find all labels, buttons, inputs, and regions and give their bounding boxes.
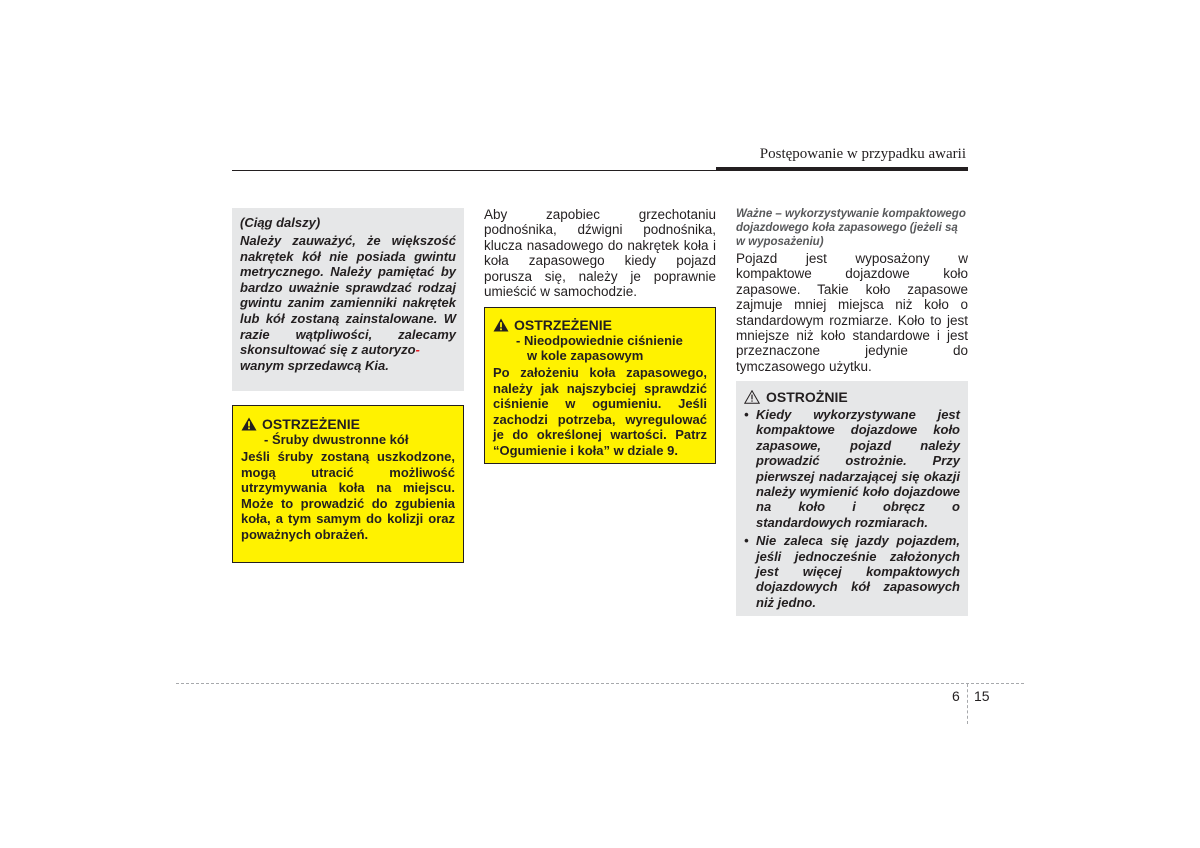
caution-box: [736, 381, 968, 616]
warning-triangle-icon: [241, 417, 257, 431]
continued-text-end: wanym sprzedawcą Kia.: [240, 357, 389, 373]
caution-item: [744, 407, 960, 530]
warning-pressure-subtitle-1: - Nieodpowiednie ciśnienie: [516, 333, 683, 348]
section-heading: Ważne – wykorzystywanie kompaktowego dojazdowego koła zapasowego (jeżeli są w wyposażeniu): [736, 208, 966, 248]
warning-pressure-title-row: [493, 317, 707, 333]
caution-item: [744, 533, 960, 610]
warning-bolts-text: Jeśli śruby zostaną uszkodzone, mogą utracić możliwość utrzymywania koła na miejscu. Może to prowadzić do zgubienia koła, a tym samym do kolizji oraz poważnych obrażeń.: [241, 449, 455, 542]
page-header-title: Postępowanie w przypadku awarii: [759, 146, 966, 162]
continued-heading: (Ciąg dalszy): [240, 215, 321, 230]
caution-item-text: Nie zaleca się jazdy pojazdem, jeśli jednocześnie założonych jest więcej kompaktowych dojazdowych kół zapasowych niż jedno.: [756, 533, 960, 610]
continued-note-box: [232, 208, 464, 391]
middle-paragraph: Aby zapobiec grzechotaniu podnośnika, dźwigni podnośnika, klucza nasadowego do nakrętek koła i koła zapasowego kiedy pojazd porusza się, należy je poprawnie umieścić w samochodzie.: [484, 207, 716, 300]
header-rule-thin: [232, 170, 716, 171]
chapter-number: 6: [952, 688, 960, 704]
bullet: •: [744, 533, 749, 549]
caution-item-text: Kiedy wykorzystywane jest kompaktowe dojazdowe koło zapasowe, pojazd należy prowadzić ostrożnie. Przy pierwszej nadarzającej się okazji należy wymienić koło dojazdowe na koło i obręcz o standardowych rozmiarach.: [756, 407, 960, 530]
footer-dashed-divider: [967, 684, 968, 724]
caution-title-row: [744, 389, 960, 405]
warning-bolts-title: OSTRZEŻENIE: [262, 416, 361, 432]
warning-bolts-title-row: [241, 416, 455, 432]
header-rule-thick: [716, 167, 968, 171]
warning-pressure-box: [484, 307, 716, 464]
warning-bolts-box: [232, 405, 464, 563]
continued-text-main: Należy zauważyć, że większość nakrętek kół nie posiada gwintu metrycznego. Należy pamiętać by bardzo uważnie sprawdzać rodzaj gwintu zanim zamienniki nakrętek lub kół zostaną zainstalowane. W razie wątpliwości, zalecamy skonsultować się z autoryzo: [240, 233, 456, 358]
warning-bolts-subtitle: - Śruby dwustronne kół: [264, 432, 409, 447]
caution-title: OSTROŻNIE: [766, 389, 848, 405]
continued-text: [240, 233, 456, 373]
warning-pressure-title: OSTRZEŻENIE: [514, 317, 613, 333]
page-number: 15: [974, 688, 990, 704]
warning-pressure-text: Po założeniu koła zapasowego, należy jak najszybciej sprawdzić ciśnienie w ogumieniu. Jeśli zachodzi potrzeba, wyregulować je do określonej wartości. Patrz “Ogumienie i koła” w dziale 9.: [493, 365, 707, 458]
footer-dashed-rule: [176, 683, 1024, 684]
warning-triangle-icon: [493, 318, 509, 332]
bullet: •: [744, 407, 749, 422]
continued-hyphen: -: [415, 342, 420, 358]
caution-triangle-icon: [744, 390, 760, 404]
warning-pressure-subtitle-2: w kole zapasowym: [527, 348, 644, 363]
right-paragraph: Pojazd jest wyposażony w kompaktowe dojazdowe koło zapasowe. Takie koło zapasowe zajmuje mniej miejsca niż koło o standardowym rozmiarze. Koło to jest mniejsze niż koło standardowe i jest przeznaczone jedynie do tymczasowego użytku.: [736, 251, 968, 374]
